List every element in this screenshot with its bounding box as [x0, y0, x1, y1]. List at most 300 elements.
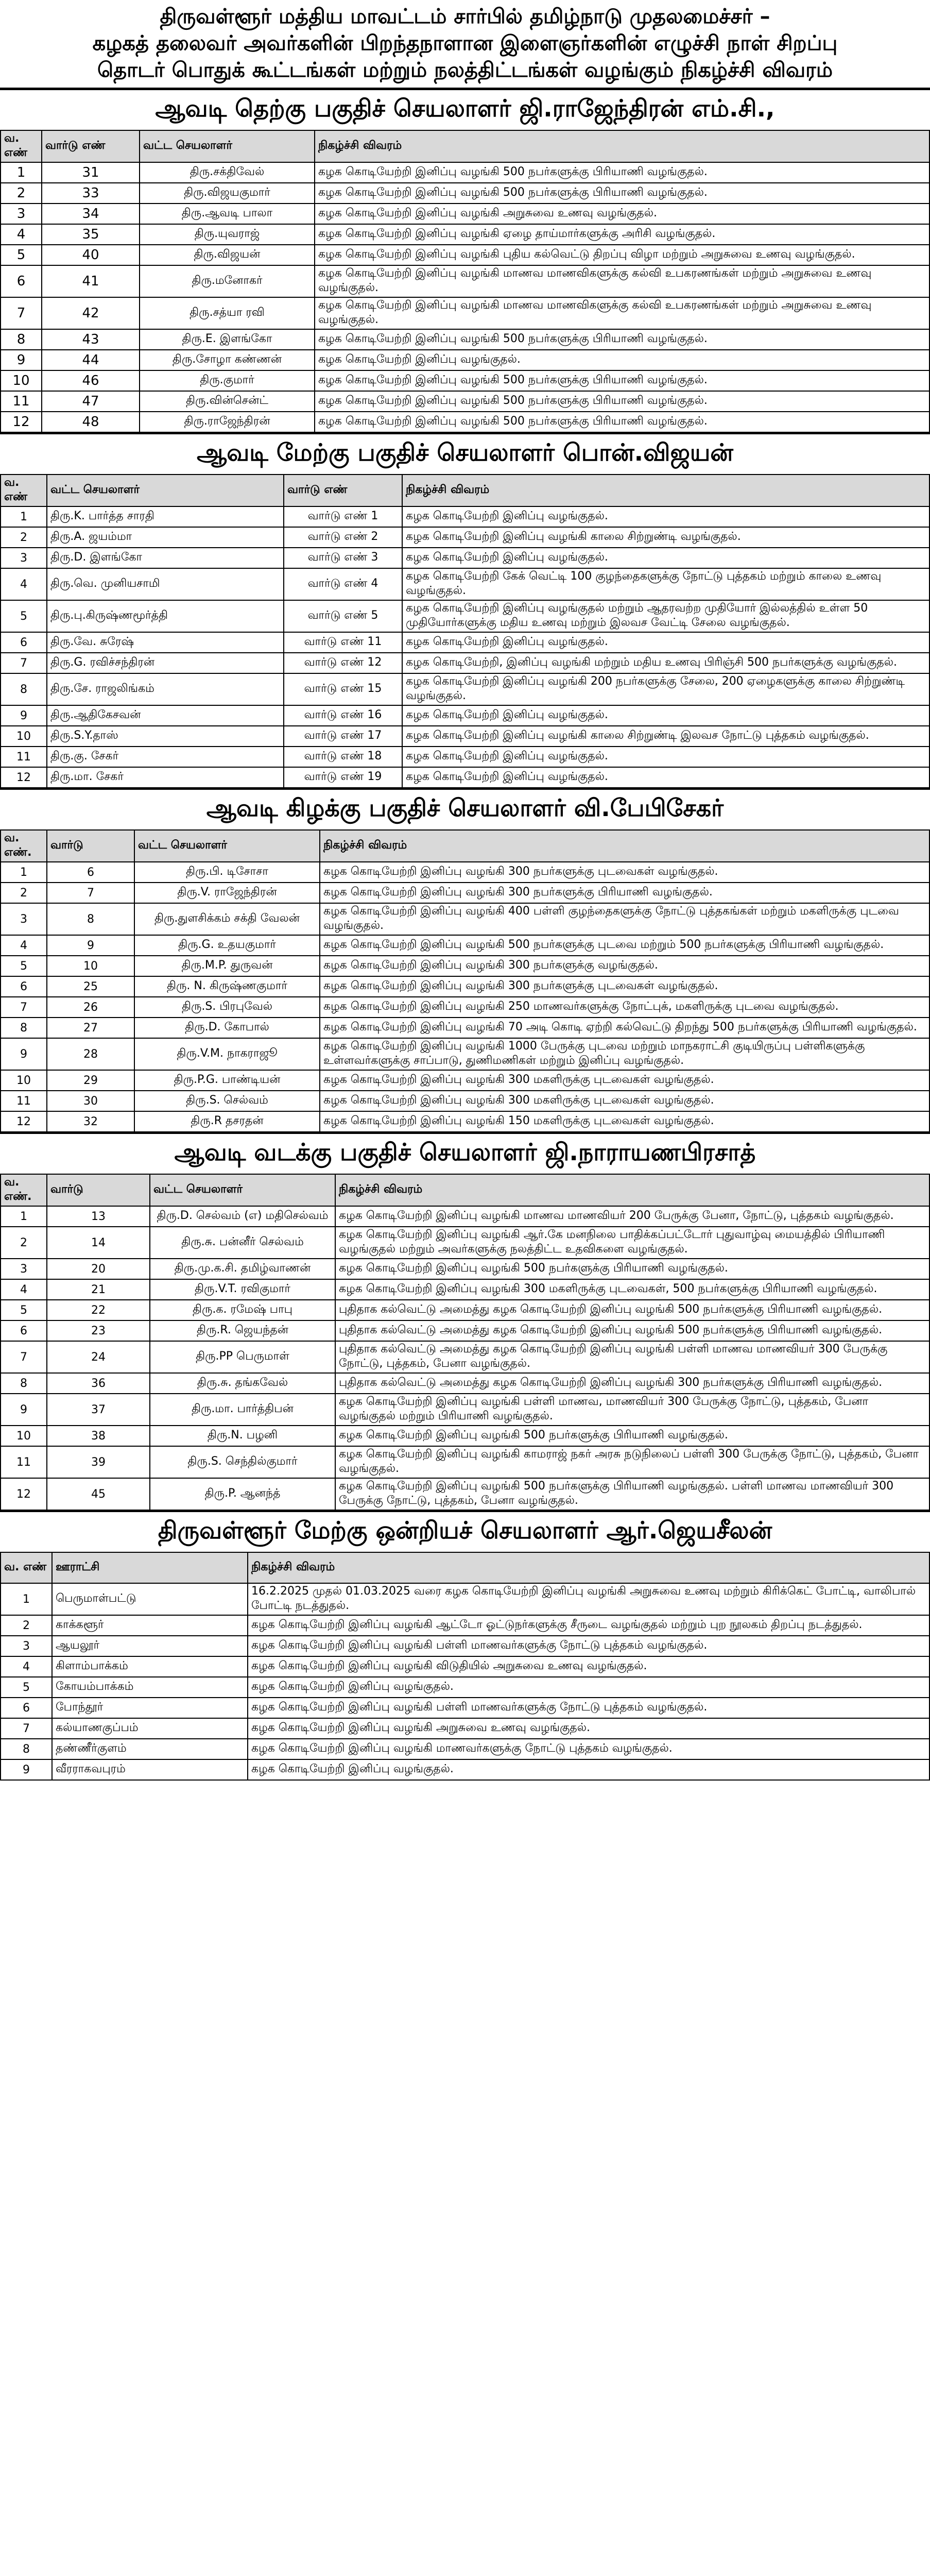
event-details-cell: கழக கொடியேற்றி இனிப்பு வழங்குதல்.	[315, 350, 929, 370]
table-row	[1, 297, 929, 329]
number-cell: வார்டு எண் 12	[284, 653, 402, 673]
table-row	[1, 350, 929, 370]
table-row	[1, 329, 929, 350]
event-details-cell: கழக கொடியேற்றி இனிப்பு வழங்குதல்.	[248, 1759, 929, 1780]
event-details-cell: கழக கொடியேற்றி இனிப்பு வழங்கி ஆட்டோ ஓட்டுநர்களுக்கு சீருடை வழங்குதல் மற்றும் புற நூலகம் திறப்பு நடத்துதல்.	[248, 1615, 929, 1636]
event-details-cell: கழக கொடியேற்றி இனிப்பு வழங்கி 300 மகளிருக்கு புடவைகள், 500 நபர்களுக்கு பிரியாணி வழங்குதல்.	[335, 1279, 929, 1300]
number-cell: 10	[47, 956, 134, 976]
number-cell: 9	[1, 1394, 47, 1426]
number-cell: 44	[42, 350, 140, 370]
page-header	[0, 0, 930, 89]
secretary-name-cell: திரு.யுவராஜ்	[140, 224, 315, 245]
event-details-cell: கழக கொடியேற்றி இனிப்பு வழங்கி ஆர்.கே மனநிலை பாதிக்கப்பட்டோர் புதுவாழ்வு மையத்தில் பிரியாணி வழங்குதல் மற்றும் அவர்களுக்கு நலத்திட்ட உதவிகளை வழங்குதல்.	[335, 1227, 929, 1259]
secretary-name-cell: திரு.M.P. துருவன்	[134, 956, 320, 976]
table-row	[1, 245, 929, 265]
column-header: வட்ட செயலாளர்	[150, 1174, 335, 1206]
number-cell: 12	[1, 412, 42, 432]
secretary-name-cell: திரு.A. ஜயம்மா	[47, 527, 284, 548]
table-row	[1, 224, 929, 245]
table-row	[1, 705, 929, 726]
table-row	[1, 1615, 929, 1636]
number-cell: 11	[1, 1446, 47, 1478]
secretary-name-cell: திரு.மு.க.சி. தமிழ்வாணன்	[150, 1259, 335, 1279]
header-line-1: திருவள்ளூர் மத்திய மாவட்டம் சார்பில் தமிழ்நாடு முதலமைச்சர் –	[160, 5, 770, 28]
secretary-name-cell: திரு.P. ஆனந்த்	[150, 1478, 335, 1510]
event-details-cell: 16.2.2025 முதல் 01.03.2025 வரை கழக கொடியேற்றி இனிப்பு வழங்கி அறுசுவை உணவு மற்றும் கிரிக்கெட் போட்டி, வாலிபால் போட்டி நடத்துதல்.	[248, 1583, 929, 1615]
table-row	[1, 183, 929, 204]
number-cell: 25	[47, 976, 134, 997]
event-details-cell: கழக கொடியேற்றி இனிப்பு வழங்கி காமராஜ் நகர் அரசு நடுநிலைப் பள்ளி 300 பேருக்கு நோட்டு, புத்தகம், பேனா வழங்குதல்.	[335, 1446, 929, 1478]
table-row	[1, 767, 929, 788]
table-row	[1, 265, 929, 297]
event-details-cell: கழக கொடியேற்றி இனிப்பு வழங்குதல்.	[248, 1677, 929, 1698]
secretary-name-cell: திரு.R தசரதன்	[134, 1111, 320, 1132]
number-cell: 4	[1, 935, 47, 956]
table-row	[1, 1426, 929, 1446]
event-details-cell: கழக கொடியேற்றி இனிப்பு வழங்கி மாணவர்களுக்கு நோட்டு புத்தகம் வழங்குதல்.	[248, 1739, 929, 1759]
table-row	[1, 1320, 929, 1341]
number-cell: 48	[42, 412, 140, 432]
number-cell: 4	[1, 1656, 52, 1677]
number-cell: 47	[42, 391, 140, 412]
secretary-name-cell: திரு.பு.கிருஷ்ணமூர்த்தி	[47, 600, 284, 632]
number-cell: 5	[1, 245, 42, 265]
number-cell: 1	[1, 506, 47, 527]
number-cell: 2	[1, 1615, 52, 1636]
secretary-name-cell: திரு.வே. சுரேஷ்	[47, 632, 284, 653]
table-row	[1, 1206, 929, 1227]
secretary-name-cell: திரு.ஆதிகேசவன்	[47, 705, 284, 726]
event-details-cell: கழக கொடியேற்றி இனிப்பு வழங்கி 300 மகளிருக்கு புடவைகள் வழங்குதல்.	[320, 1070, 929, 1091]
column-header: வ. எண்.	[1, 1174, 47, 1206]
secretary-name-cell: திரு.சோழா கண்ணன்	[140, 350, 315, 370]
secretary-name-cell: திரு.பி. டிசோசா	[134, 862, 320, 883]
secretary-name-cell: திரு.D. இளங்கோ	[47, 548, 284, 568]
number-cell: 22	[47, 1300, 150, 1320]
table-row	[1, 600, 929, 632]
number-cell: 21	[47, 1279, 150, 1300]
secretary-name-cell: கல்யாணகுப்பம்	[52, 1718, 248, 1739]
number-cell: 9	[1, 1038, 47, 1070]
section-title: திருவள்ளூர் மேற்கு ஒன்றியச் செயலாளர் ஆர்.ஜெயசீலன்	[0, 1511, 930, 1552]
event-details-cell: கழக கொடியேற்றி இனிப்பு வழங்கி 300 நபர்களுக்கு வழங்குதல்.	[320, 956, 929, 976]
number-cell: 27	[47, 1018, 134, 1038]
number-cell: 38	[47, 1426, 150, 1446]
number-cell: வார்டு எண் 19	[284, 767, 402, 788]
number-cell: 7	[1, 1341, 47, 1373]
table-row	[1, 1373, 929, 1394]
section-title: ஆவடி மேற்கு பகுதிச் செயலாளர் பொன்.விஜயன்	[0, 433, 930, 474]
secretary-name-cell: தண்ணீர்குளம்	[52, 1739, 248, 1759]
event-details-cell: கழக கொடியேற்றி இனிப்பு வழங்கி விடுதியில் அறுசுவை உணவு வழங்குதல்.	[248, 1656, 929, 1677]
number-cell: 8	[47, 903, 134, 935]
secretary-name-cell: திரு.விஜயகுமார்	[140, 183, 315, 204]
number-cell: 3	[1, 204, 42, 224]
number-cell: 9	[47, 935, 134, 956]
number-cell: 10	[1, 1070, 47, 1091]
number-cell: 28	[47, 1038, 134, 1070]
number-cell: 11	[1, 747, 47, 767]
number-cell: 32	[47, 1111, 134, 1132]
number-cell: 14	[47, 1227, 150, 1259]
section-table	[0, 1552, 930, 1781]
secretary-name-cell: திரு.D. கோபால்	[134, 1018, 320, 1038]
table-row	[1, 1636, 929, 1656]
event-details-cell: கழக கொடியேற்றி இனிப்பு வழங்கி 500 நபர்களுக்கு பிரியாணி வழங்குதல்.	[315, 370, 929, 391]
event-details-cell: கழக கொடியேற்றி இனிப்பு வழங்கி 500 நபர்களுக்கு புடவை மற்றும் 500 நபர்களுக்கு பிரியாணி வழங்குதல்.	[320, 935, 929, 956]
table-row	[1, 1091, 929, 1111]
secretary-name-cell: திரு.K. பார்த்த சாரதி	[47, 506, 284, 527]
secretary-name-cell: வீரராகவபுரம்	[52, 1759, 248, 1780]
event-details-cell: கழக கொடியேற்றி இனிப்பு வழங்கி 500 நபர்களுக்கு பிரியாணி வழங்குதல்.	[315, 412, 929, 432]
event-details-cell: கழக கொடியேற்றி இனிப்பு வழங்கி காலை சிற்றுண்டி இலவச நோட்டு புத்தகம் வழங்குதல்.	[402, 726, 929, 747]
number-cell: வார்டு எண் 16	[284, 705, 402, 726]
column-header: வார்டு எண்	[284, 474, 402, 506]
secretary-name-cell: திரு.மா. பார்த்திபன்	[150, 1394, 335, 1426]
table-row	[1, 1656, 929, 1677]
secretary-name-cell: திரு.PP பெருமாள்	[150, 1341, 335, 1373]
secretary-name-cell: திரு.P.G. பாண்டியன்	[134, 1070, 320, 1091]
table-row	[1, 903, 929, 935]
table-row	[1, 726, 929, 747]
table-row	[1, 204, 929, 224]
number-cell: 2	[1, 1227, 47, 1259]
number-cell: 9	[1, 350, 42, 370]
number-cell: வார்டு எண் 18	[284, 747, 402, 767]
table-row	[1, 997, 929, 1018]
number-cell: 6	[1, 632, 47, 653]
table-row	[1, 1227, 929, 1259]
number-cell: 6	[47, 862, 134, 883]
number-cell: 8	[1, 1018, 47, 1038]
section-table	[0, 474, 930, 788]
event-details-cell: கழக கொடியேற்றி இனிப்பு வழங்குதல்.	[402, 548, 929, 568]
event-details-cell: கழக கொடியேற்றி இனிப்பு வழங்கி பள்ளி மாணவ, மாணவியர் 300 பேருக்கு நோட்டு, புத்தகம், பேனா வழங்குதல் மற்றும் பிரியாணி வழங்குதல்.	[335, 1394, 929, 1426]
table-row	[1, 956, 929, 976]
number-cell: 7	[1, 1718, 52, 1739]
number-cell: 42	[42, 297, 140, 329]
number-cell: 20	[47, 1259, 150, 1279]
section-table	[0, 1174, 930, 1511]
table-body	[1, 506, 929, 788]
number-cell: 7	[47, 883, 134, 903]
column-header: வட்ட செயலாளர்	[47, 474, 284, 506]
secretary-name-cell: திரு.S. பிரபுவேல்	[134, 997, 320, 1018]
event-details-cell: கழக கொடியேற்றி இனிப்பு வழங்கி 500 நபர்களுக்கு பிரியாணி வழங்குதல்.	[315, 329, 929, 350]
number-cell: வார்டு எண் 2	[284, 527, 402, 548]
event-details-cell: புதிதாக கல்வெட்டு அமைத்து கழக கொடியேற்றி இனிப்பு வழங்கி 500 நபர்களுக்கு பிரியாணி வழங்குதல்.	[335, 1320, 929, 1341]
event-details-cell: கழக கொடியேற்றி இனிப்பு வழங்கி 500 நபர்களுக்கு பிரியாணி வழங்குதல். பள்ளி மாணவ மாணவியர் 300 பேருக்கு நோட்டு, புத்தகம், பேனா வழங்குதல்.	[335, 1478, 929, 1510]
number-cell: 4	[1, 1279, 47, 1300]
number-cell: வார்டு எண் 15	[284, 673, 402, 705]
secretary-name-cell: திரு.சு. பன்னீர் செல்வம்	[150, 1227, 335, 1259]
table-row	[1, 862, 929, 883]
table-row	[1, 653, 929, 673]
secretary-name-cell: திரு.சத்யா ரவி	[140, 297, 315, 329]
table-row	[1, 1698, 929, 1718]
event-details-cell: கழக கொடியேற்றி இனிப்பு வழங்கி 200 நபர்களுக்கு சேலை, 200 ஏழைகளுக்கு காலை சிற்றுண்டி வழங்குதல்.	[402, 673, 929, 705]
number-cell: வார்டு எண் 1	[284, 506, 402, 527]
event-details-cell: கழக கொடியேற்றி இனிப்பு வழங்கி மாணவ மாணவிகளுக்கு கல்வி உபகரணங்கள் மற்றும் அறுசுவை உணவு வழங்குதல்.	[315, 265, 929, 297]
column-header: நிகழ்ச்சி விவரம்	[315, 130, 929, 162]
number-cell: 3	[1, 1636, 52, 1656]
secretary-name-cell: திரு.D. செல்வம் (எ) மதிசெல்வம்	[150, 1206, 335, 1227]
number-cell: 5	[1, 600, 47, 632]
event-details-cell: கழக கொடியேற்றி இனிப்பு வழங்கி 300 நபர்களுக்கு புடவைகள் வழங்குதல்.	[320, 862, 929, 883]
table-row	[1, 1478, 929, 1510]
section-title: ஆவடி வடக்கு பகுதிச் செயலாளர் ஜி.நாராயணபிரசாத்	[0, 1132, 930, 1174]
number-cell: 30	[47, 1091, 134, 1111]
table-row	[1, 1300, 929, 1320]
number-cell: 8	[1, 673, 47, 705]
column-header: வ. எண்	[1, 130, 42, 162]
number-cell: 3	[1, 903, 47, 935]
number-cell: வார்டு எண் 4	[284, 568, 402, 600]
secretary-name-cell: திரு.R. ஜெயந்தன்	[150, 1320, 335, 1341]
table-row	[1, 1279, 929, 1300]
secretary-name-cell: திரு.G. ரவிச்சந்திரன்	[47, 653, 284, 673]
table-body	[1, 862, 929, 1132]
event-details-cell: கழக கொடியேற்றி, இனிப்பு வழங்கி மற்றும் மதிய உணவு பிரிஞ்சி 500 நபர்களுக்கு வழங்குதல்.	[402, 653, 929, 673]
number-cell: 2	[1, 883, 47, 903]
secretary-name-cell: திரு.சு. தங்கவேல்	[150, 1373, 335, 1394]
column-header: நிகழ்ச்சி விவரம்	[402, 474, 929, 506]
event-details-cell: கழக கொடியேற்றி இனிப்பு வழங்கி மாணவ மாணவியர் 200 பேருக்கு பேனா, நோட்டு, புத்தகம் வழங்குதல்.	[335, 1206, 929, 1227]
column-header: ஊராட்சி	[52, 1552, 248, 1583]
table-row	[1, 1739, 929, 1759]
table-row	[1, 412, 929, 432]
column-header: நிகழ்ச்சி விவரம்	[320, 830, 929, 862]
secretary-name-cell: பெருமாள்பட்டு	[52, 1583, 248, 1615]
table-row	[1, 1341, 929, 1373]
table-row	[1, 391, 929, 412]
number-cell: 5	[1, 1677, 52, 1698]
number-cell: 45	[47, 1478, 150, 1510]
column-header: வ. எண்.	[1, 830, 47, 862]
secretary-name-cell: கிளாம்பாக்கம்	[52, 1656, 248, 1677]
number-cell: 2	[1, 183, 42, 204]
column-header: வார்டு	[47, 1174, 150, 1206]
event-details-cell: கழக கொடியேற்றி இனிப்பு வழங்கி மாணவ மாணவிகளுக்கு கல்வி உபகரணங்கள் மற்றும் அறுசுவை உணவு வழங்குதல்.	[315, 297, 929, 329]
table-row	[1, 673, 929, 705]
number-cell: 10	[1, 1426, 47, 1446]
number-cell: 10	[1, 726, 47, 747]
number-cell: 6	[1, 265, 42, 297]
column-header: வ. எண்	[1, 1552, 52, 1583]
secretary-name-cell: போந்தூர்	[52, 1698, 248, 1718]
number-cell: வார்டு எண் 11	[284, 632, 402, 653]
number-cell: 5	[1, 1300, 47, 1320]
number-cell: 7	[1, 997, 47, 1018]
table-row	[1, 1759, 929, 1780]
number-cell: 3	[1, 1259, 47, 1279]
event-details-cell: கழக கொடியேற்றி இனிப்பு வழங்கி 400 பள்ளி குழந்தைகளுக்கு நோட்டு புத்தகங்கள் மற்றும் மகளிருக்கு புடவை வழங்குதல்.	[320, 903, 929, 935]
secretary-name-cell: திரு.S.Y.தாஸ்	[47, 726, 284, 747]
secretary-name-cell: திரு.கு. சேகர்	[47, 747, 284, 767]
event-details-cell: கழக கொடியேற்றி இனிப்பு வழங்கி அறுசுவை உணவு வழங்குதல்.	[315, 204, 929, 224]
number-cell: 1	[1, 162, 42, 183]
number-cell: 1	[1, 862, 47, 883]
number-cell: 3	[1, 548, 47, 568]
number-cell: 36	[47, 1373, 150, 1394]
number-cell: 12	[1, 767, 47, 788]
secretary-name-cell: காக்களூர்	[52, 1615, 248, 1636]
table-body	[1, 1583, 929, 1780]
number-cell: 4	[1, 568, 47, 600]
column-header: வட்ட செயலாளர்	[134, 830, 320, 862]
secretary-name-cell: திரு.சே. ராஜலிங்கம்	[47, 673, 284, 705]
column-header: வார்டு	[47, 830, 134, 862]
table-row	[1, 1583, 929, 1615]
number-cell: 1	[1, 1583, 52, 1615]
number-cell: 46	[42, 370, 140, 391]
table-row	[1, 1394, 929, 1426]
table-row	[1, 1677, 929, 1698]
event-details-cell: கழக கொடியேற்றி இனிப்பு வழங்கி 500 நபர்களுக்கு பிரியாணி வழங்குதல்.	[315, 162, 929, 183]
number-cell: 5	[1, 956, 47, 976]
secretary-name-cell: திரு.வெ. முனியசாமி	[47, 568, 284, 600]
number-cell: 11	[1, 391, 42, 412]
event-details-cell: புதிதாக கல்வெட்டு அமைத்து கழக கொடியேற்றி இனிப்பு வழங்கி 500 நபர்களுக்கு பிரியாணி வழங்குதல்.	[335, 1300, 929, 1320]
number-cell: 41	[42, 265, 140, 297]
event-details-cell: கழக கொடியேற்றி இனிப்பு வழங்கி பள்ளி மாணவர்களுக்கு நோட்டு புத்தகம் வழங்குதல்.	[248, 1698, 929, 1718]
number-cell: 23	[47, 1320, 150, 1341]
number-cell: 11	[1, 1091, 47, 1111]
number-cell: 2	[1, 527, 47, 548]
secretary-name-cell: திரு.க. ரமேஷ் பாபு	[150, 1300, 335, 1320]
number-cell: 4	[1, 224, 42, 245]
table-body	[1, 162, 929, 432]
table-row	[1, 1718, 929, 1739]
secretary-name-cell: திரு.G. உதயகுமார்	[134, 935, 320, 956]
column-header: வட்ட செயலாளர்	[140, 130, 315, 162]
event-details-cell: கழக கொடியேற்றி இனிப்பு வழங்குதல்.	[402, 747, 929, 767]
event-details-cell: கழக கொடியேற்றி இனிப்பு வழங்குதல்.	[402, 705, 929, 726]
event-details-cell: கழக கொடியேற்றி இனிப்பு வழங்கி 70 அடி கொடி ஏற்றி கல்வெட்டு திறந்து 500 நபர்களுக்கு பிரியாணி வழங்குதல்.	[320, 1018, 929, 1038]
table-row	[1, 370, 929, 391]
section-title: ஆவடி கிழக்கு பகுதிச் செயலாளர் வி.பேபிசேகர்	[0, 788, 930, 829]
number-cell: 24	[47, 1341, 150, 1373]
secretary-name-cell: திரு.மா. சேகர்	[47, 767, 284, 788]
column-header: வ. எண்	[1, 474, 47, 506]
number-cell: 43	[42, 329, 140, 350]
secretary-name-cell: திரு.N. பழனி	[150, 1426, 335, 1446]
table-row	[1, 162, 929, 183]
table-row	[1, 883, 929, 903]
event-details-cell: கழக கொடியேற்றி இனிப்பு வழங்கி 500 நபர்களுக்கு பிரியாணி வழங்குதல்.	[335, 1426, 929, 1446]
section-table	[0, 130, 930, 433]
number-cell: 7	[1, 297, 42, 329]
secretary-name-cell: திரு.சக்திவேல்	[140, 162, 315, 183]
table-body	[1, 1206, 929, 1510]
table-row	[1, 527, 929, 548]
number-cell: வார்டு எண் 3	[284, 548, 402, 568]
event-details-cell: கழக கொடியேற்றி இனிப்பு வழங்கி 300 நபர்களுக்கு புடவைகள் வழங்குதல்.	[320, 976, 929, 997]
number-cell: 12	[1, 1111, 47, 1132]
event-details-cell: கழக கொடியேற்றி இனிப்பு வழங்கி 500 நபர்களுக்கு பிரியாணி வழங்குதல்.	[335, 1259, 929, 1279]
secretary-name-cell: திரு.V.M. நாகராஜூ	[134, 1038, 320, 1070]
event-details-cell: கழக கொடியேற்றி இனிப்பு வழங்கி 150 மகளிருக்கு புடவைகள் வழங்குதல்.	[320, 1111, 929, 1132]
event-details-cell: கழக கொடியேற்றி இனிப்பு வழங்கி 250 மாணவர்களுக்கு நோட்புக், மகளிருக்கு புடவை வழங்குதல்.	[320, 997, 929, 1018]
column-header: வார்டு எண்	[42, 130, 140, 162]
table-row	[1, 506, 929, 527]
event-details-cell: கழக கொடியேற்றி இனிப்பு வழங்குதல்.	[402, 767, 929, 788]
event-details-cell: கழக கொடியேற்றி இனிப்பு வழங்கி ஏழை தாய்மார்களுக்கு அரிசி வழங்குதல்.	[315, 224, 929, 245]
number-cell: 7	[1, 653, 47, 673]
number-cell: 8	[1, 1739, 52, 1759]
number-cell: 29	[47, 1070, 134, 1091]
table-row	[1, 548, 929, 568]
secretary-name-cell: திரு.வின்சென்ட்	[140, 391, 315, 412]
event-details-cell: புதிதாக கல்வெட்டு அமைத்து கழக கொடியேற்றி இனிப்பு வழங்கி பள்ளி மாணவ மாணவியர் 300 பேருக்கு நோட்டு, புத்தகம், பேனா வழங்குதல்.	[335, 1341, 929, 1373]
number-cell: வார்டு எண் 5	[284, 600, 402, 632]
header-line-3: தொடர் பொதுக் கூட்டங்கள் மற்றும் நலத்திட்டங்கள் வழங்கும் நிகழ்ச்சி விவரம்	[97, 58, 833, 82]
number-cell: 10	[1, 370, 42, 391]
event-details-cell: புதிதாக கல்வெட்டு அமைத்து கழக கொடியேற்றி இனிப்பு வழங்கி 300 நபர்களுக்கு பிரியாணி வழங்குதல்.	[335, 1373, 929, 1394]
event-details-cell: கழக கொடியேற்றி இனிப்பு வழங்கி பள்ளி மாணவர்களுக்கு நோட்டு புத்தகம் வழங்குதல்.	[248, 1636, 929, 1656]
secretary-name-cell: திரு.விஜயன்	[140, 245, 315, 265]
table-row	[1, 1446, 929, 1478]
table-row	[1, 1070, 929, 1091]
section-title: ஆவடி தெற்கு பகுதிச் செயலாளர் ஜி.ராஜேந்திரன் எம்.சி.,	[0, 89, 930, 130]
number-cell: 31	[42, 162, 140, 183]
secretary-name-cell: திரு.ராஜேந்திரன்	[140, 412, 315, 432]
number-cell: வார்டு எண் 17	[284, 726, 402, 747]
secretary-name-cell: திரு.ஆவடி பாலா	[140, 204, 315, 224]
event-details-cell: கழக கொடியேற்றி இனிப்பு வழங்கி 500 நபர்களுக்கு பிரியாணி வழங்குதல்.	[315, 391, 929, 412]
table-row	[1, 1111, 929, 1132]
header-line-2: கழகத் தலைவர் அவர்களின் பிறந்தநாளான இளைஞர்களின் எழுச்சி நாள் சிறப்பு	[92, 31, 838, 55]
number-cell: 12	[1, 1478, 47, 1510]
event-details-cell: கழக கொடியேற்றி கேக் வெட்டி 100 குழந்தைகளுக்கு நோட்டு புத்தகம் மற்றும் காலை உணவு வழங்குதல்.	[402, 568, 929, 600]
number-cell: 1	[1, 1206, 47, 1227]
event-details-cell: கழக கொடியேற்றி இனிப்பு வழங்கி புதிய கல்வெட்டு திறப்பு விழா மற்றும் அறுசுவை உணவு வழங்குதல்.	[315, 245, 929, 265]
event-details-cell: கழக கொடியேற்றி இனிப்பு வழங்கி 300 நபர்களுக்கு பிரியாணி வழங்குதல்.	[320, 883, 929, 903]
secretary-name-cell: திரு.குமார்	[140, 370, 315, 391]
event-details-cell: கழக கொடியேற்றி இனிப்பு வழங்கி 300 மகளிருக்கு புடவைகள் வழங்குதல்.	[320, 1091, 929, 1111]
secretary-name-cell: திரு.S. செல்வம்	[134, 1091, 320, 1111]
event-details-cell: கழக கொடியேற்றி இனிப்பு வழங்கி 1000 பேருக்கு புடவை மற்றும் மாநகராட்சி குடியிருப்பு பள்ளிகளுக்கு உள்ளவர்களுக்கு சாப்பாடு, துணிமணிகள் மற்றும் இனிப்பு வழங்குதல்.	[320, 1038, 929, 1070]
number-cell: 6	[1, 976, 47, 997]
column-header: நிகழ்ச்சி விவரம்	[335, 1174, 929, 1206]
table-row	[1, 935, 929, 956]
number-cell: 9	[1, 1759, 52, 1780]
table-row	[1, 568, 929, 600]
table-row	[1, 1018, 929, 1038]
number-cell: 6	[1, 1698, 52, 1718]
table-row	[1, 1038, 929, 1070]
column-header: நிகழ்ச்சி விவரம்	[248, 1552, 929, 1583]
number-cell: 26	[47, 997, 134, 1018]
number-cell: 33	[42, 183, 140, 204]
secretary-name-cell: ஆயலூர்	[52, 1636, 248, 1656]
event-details-cell: கழக கொடியேற்றி இனிப்பு வழங்கி 500 நபர்களுக்கு பிரியாணி வழங்குதல்.	[315, 183, 929, 204]
number-cell: 39	[47, 1446, 150, 1478]
event-details-cell: கழக கொடியேற்றி இனிப்பு வழங்குதல் மற்றும் ஆதரவற்ற முதியோர் இல்லத்தில் உள்ள 50 முதியோர்களுக்கு மதிய உணவு மற்றும் இலவச வேட்டி சேலை வழங்குதல்.	[402, 600, 929, 632]
secretary-name-cell: திரு. N. கிருஷ்ணகுமார்	[134, 976, 320, 997]
event-details-cell: கழக கொடியேற்றி இனிப்பு வழங்குதல்.	[402, 632, 929, 653]
table-row	[1, 747, 929, 767]
section-table	[0, 829, 930, 1132]
table-row	[1, 632, 929, 653]
number-cell: 13	[47, 1206, 150, 1227]
event-details-cell: கழக கொடியேற்றி இனிப்பு வழங்குதல்.	[402, 506, 929, 527]
event-details-cell: கழக கொடியேற்றி இனிப்பு வழங்கி அறுசுவை உணவு வழங்குதல்.	[248, 1718, 929, 1739]
number-cell: 37	[47, 1394, 150, 1426]
secretary-name-cell: திரு.V.T. ரவிகுமார்	[150, 1279, 335, 1300]
event-details-cell: கழக கொடியேற்றி இனிப்பு வழங்கி காலை சிற்றுண்டி வழங்குதல்.	[402, 527, 929, 548]
number-cell: 9	[1, 705, 47, 726]
